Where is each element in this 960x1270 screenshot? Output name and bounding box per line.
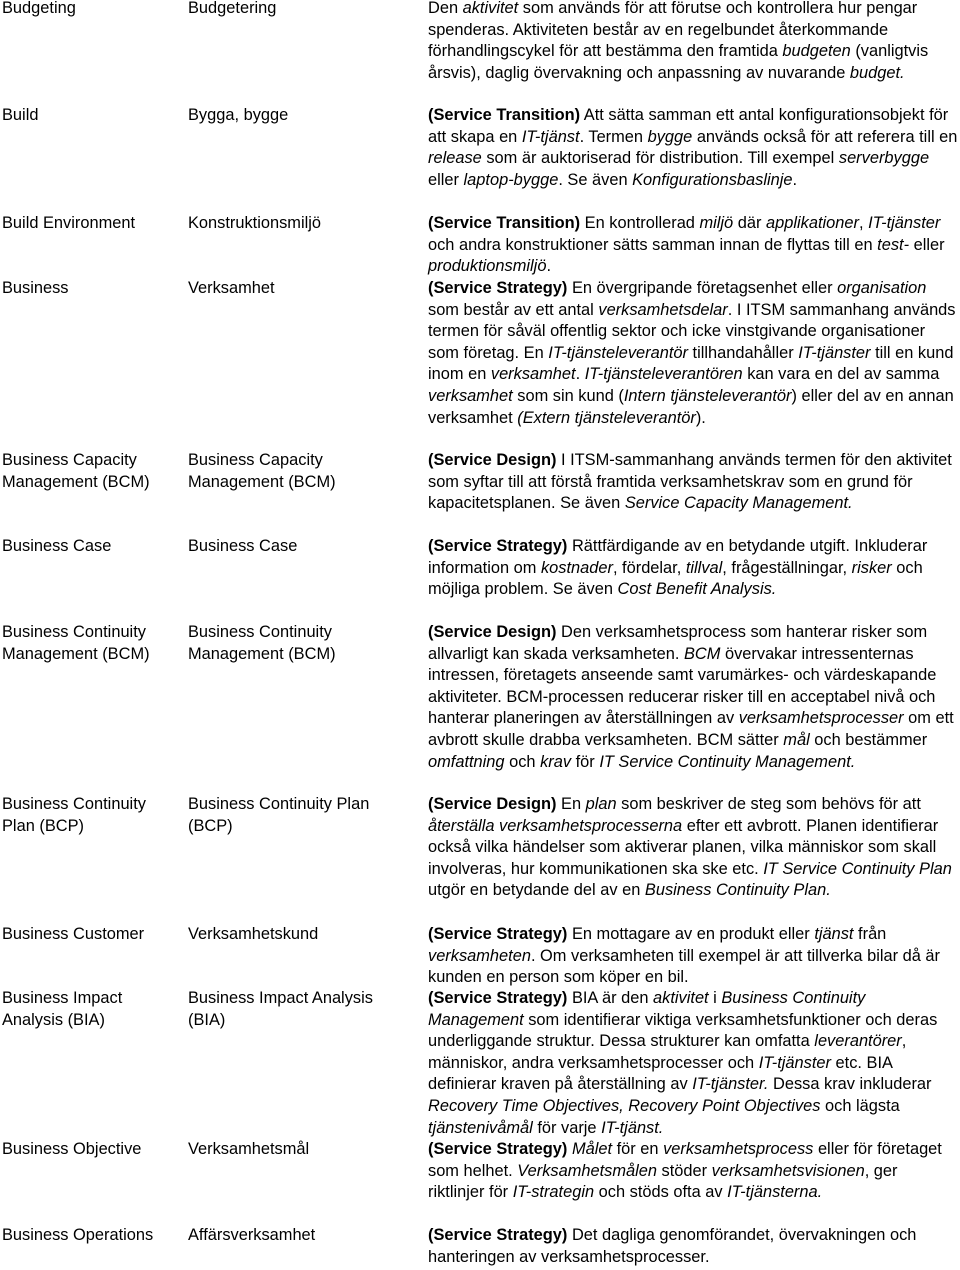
glossary-reference: aktivitet [653, 989, 709, 1007]
definition [428, 794, 958, 902]
definition-text: Rättfärdigande av en betydande utgift. Inkluderar information om [428, 537, 928, 577]
definition-text: och stöds ofta av [594, 1183, 728, 1202]
definition-text: övervakar intressenternas intressen, företagets anseende samt varumärkes- och värdeskapande aktiviteter. BCM-processen reducerar risker till en acceptabel nivå och hanterar planeringen av återställningen av [428, 644, 937, 728]
process-area-label: (Service Transition) [428, 106, 581, 124]
definition-text: tillhandahåller [687, 343, 799, 362]
definition [428, 278, 958, 429]
translation: Bygga, bygge [188, 106, 289, 124]
definition-text: . [575, 365, 585, 384]
definition-text: i [708, 989, 722, 1007]
definition-text: som är auktoriserad för distribution. Till exempel [481, 149, 839, 168]
glossary-reference: krav [540, 752, 572, 771]
glossary-reference: serverbygge [838, 149, 930, 168]
glossary-reference: laptop-bygge [463, 170, 559, 189]
glossary-reference: (Extern tjänsteleverantör [517, 408, 696, 427]
glossary-reference: Intern tjänsteleverantör [623, 386, 792, 405]
glossary-reference: IT-tjänsteleverantören [584, 365, 743, 384]
definition-text: till en kund inom en [428, 343, 954, 384]
glossary-reference: leverantörer [814, 1032, 902, 1051]
glossary-reference: risker [851, 558, 892, 577]
definition-text: , [858, 214, 869, 232]
definition [428, 0, 958, 84]
glossary-reference: IT-tjänst. [601, 1118, 664, 1137]
definition-text: ). [695, 408, 706, 427]
process-area-label: (Service Design) [428, 623, 557, 641]
definition-text: . I ITSM sammanhang används termen för såväl offentlig sektor och icke vinstgivande organisationer som företag. En [428, 300, 956, 362]
definition-text: Att sätta samman ett antal konfigurationsobjekt för att skapa en [428, 106, 949, 146]
definition-text: I ITSM-sammanhang används termen för den aktivitet som syftar till att förstå framtida verksamhetskrav som en grund för kapacitetsplanen. Se även [428, 451, 952, 513]
glossary-reference: IT-tjänsteleverantör [548, 343, 688, 362]
process-area-label: (Service Strategy) [428, 279, 568, 297]
glossary-reference: IT-tjänsterna. [727, 1183, 823, 1202]
term: Budgeting [2, 0, 76, 17]
translation: Business Case [188, 537, 298, 555]
glossary-reference: verksamhetsprocess [663, 1140, 814, 1158]
definition-text: , ger riktlinjer för [428, 1161, 898, 1202]
translation: Verksamhet [188, 279, 275, 297]
glossary-reference: BCM [684, 644, 721, 663]
definition-text: där [733, 214, 766, 232]
term: Business [2, 279, 69, 297]
definition [428, 924, 958, 989]
definition [428, 213, 958, 278]
glossary-reference: verksamhetsdelar [598, 300, 728, 319]
glossary-reference: applikationer [766, 214, 859, 232]
translation: Business Continuity Management (BCM) [188, 623, 336, 663]
definition-text: och lägsta [820, 1096, 900, 1115]
definition-text: om ett avbrott skulle drabba verksamheten. BCM sätter [428, 709, 954, 749]
translation: Business Impact Analysis (BIA) [188, 989, 373, 1029]
definition-text: och [504, 752, 541, 771]
glossary-reference: aktivitet [462, 0, 519, 17]
glossary-reference: IT-tjänster [758, 1053, 831, 1072]
definition-text: används också för att referera till en [692, 127, 958, 146]
definition-text: Dessa krav inkluderar [768, 1075, 932, 1094]
process-area-label: (Service Strategy) [428, 1226, 568, 1244]
definition [428, 105, 958, 191]
glossary-reference: budget. [849, 63, 905, 82]
translation: Business Capacity Management (BCM) [188, 451, 336, 491]
definition-text: . Se även [558, 170, 633, 189]
glossary-reference: verksamhet [428, 386, 513, 405]
term: Business Operations [2, 1226, 154, 1244]
definition-text: som identifierar viktiga verksamhetsfunktioner och deras underliggande struktur. Dessa strukturer kan omfatta [428, 1010, 938, 1051]
definition-text: . Termen [579, 127, 648, 146]
definition-text: från [853, 925, 887, 943]
definition-text: ) eller del av en annan verksamhet [428, 386, 954, 427]
glossary-reference: verksamhet [490, 365, 576, 384]
glossary-reference: miljö [699, 214, 734, 232]
definition-text: etc. BIA definierar kraven på återställning av [428, 1053, 893, 1094]
definition [428, 988, 958, 1139]
term: Business Capacity Management (BCM) [2, 451, 150, 491]
definition-text: för [571, 752, 600, 771]
term: Business Customer [2, 925, 145, 943]
term: Build Environment [2, 214, 136, 232]
term: Business Continuity Management (BCM) [2, 623, 150, 663]
definition-text: som används för att förutse och kontrollera hur pengar spenderas. Aktiviteten består av en regelbundet återkommande förhandlingscykel för att bestämma den framtida [428, 0, 918, 61]
process-area-label: (Service Strategy) [428, 537, 568, 555]
glossary-reference: IT-tjänster [868, 214, 941, 232]
definition [428, 1225, 958, 1268]
definition-text: eller för företaget som helhet. [428, 1140, 942, 1180]
translation: Konstruktionsmiljö [188, 214, 321, 232]
definition-text: Den verksamhetsprocess som hanterar risker som allvarligt kan skada verksamheten. [428, 623, 928, 663]
glossary-reference: IT-tjänster [798, 343, 871, 362]
definition-text: , fördelar, [612, 558, 686, 577]
definition-text: eller [909, 235, 945, 254]
definition-text: . [546, 257, 551, 276]
glossary-reference: tjänstenivåmål [428, 1118, 533, 1137]
definition-text: och möjliga problem. Se även [428, 558, 923, 599]
process-area-label: (Service Design) [428, 795, 557, 813]
definition-text: kan vara en del av samma [742, 365, 940, 384]
translation: Verksamhetskund [188, 925, 319, 943]
process-area-label: (Service Design) [428, 451, 557, 469]
definition-text: för varje [532, 1118, 602, 1137]
glossary-reference: IT-tjänst [521, 127, 580, 146]
glossary-reference: Konfigurationsbaslinje [632, 170, 793, 189]
glossary-reference: produktionsmiljö [428, 257, 547, 276]
glossary-reference: IT Service Continuity Plan [763, 859, 952, 878]
definition-text: för en [612, 1140, 664, 1158]
definition-text: som består av ett antal [428, 300, 599, 319]
process-area-label: (Service Strategy) [428, 925, 568, 943]
definition-text: Den [428, 0, 463, 17]
term: Business Case [2, 537, 112, 555]
glossary-reference: Målet [571, 1140, 613, 1158]
definition [428, 450, 958, 515]
glossary-reference: Service Capacity Management. [624, 494, 853, 513]
translation: Affärsverksamhet [188, 1226, 316, 1244]
process-area-label: (Service Strategy) [428, 1140, 568, 1158]
definition-text: (vanligtvis årsvis), daglig övervakning och anpassning av nuvarande [428, 42, 929, 82]
glossary-reference: mål [783, 730, 810, 749]
term: Build [2, 106, 39, 124]
definition [428, 1139, 958, 1204]
definition-text: som beskriver de steg som behövs för att [616, 795, 921, 813]
glossary-reference: verksamheten [428, 946, 531, 965]
definition-text: Det dagliga genomförandet, övervakningen och hanteringen av verksamhetsprocesser. [428, 1226, 917, 1266]
glossary-reference: IT-tjänster. [692, 1075, 769, 1094]
definition-text: . [792, 170, 798, 189]
glossary-reference: IT-strategin [512, 1183, 595, 1202]
definition-text: som sin kund ( [512, 386, 624, 405]
glossary-reference: bygge [647, 127, 693, 146]
definition-text: . Om verksamheten till exempel är att tillverka bilar då är kunden en person som köper en bil. [428, 946, 940, 987]
term: Business Impact Analysis (BIA) [2, 989, 123, 1029]
definition-text: En mottagare av en produkt eller [567, 925, 815, 943]
glossary-reference: plan [585, 795, 617, 813]
translation: Business Continuity Plan (BCP) [188, 795, 370, 835]
definition-text: och bestämmer [809, 730, 928, 749]
translation: Budgetering [188, 0, 277, 17]
glossary-reference: Cost Benefit Analysis. [617, 580, 777, 599]
definition-text: , frågeställningar, [722, 558, 852, 577]
definition-text: En kontrollerad [580, 214, 700, 232]
glossary-reference: test- [877, 235, 910, 254]
definition [428, 536, 958, 601]
definition-text: En [556, 795, 586, 813]
process-area-label: (Service Strategy) [428, 989, 568, 1007]
term: Business Continuity Plan (BCP) [2, 795, 146, 835]
glossary-reference: Verksamhetsmålen [517, 1161, 657, 1180]
glossary-reference: tjänst [814, 925, 854, 943]
definition-text: utgör en betydande del av en [428, 881, 645, 900]
definition-text: BIA är den [567, 989, 654, 1007]
process-area-label: (Service Transition) [428, 214, 581, 232]
term: Business Objective [2, 1140, 142, 1158]
glossary-reference: återställa verksamhetsprocesserna [428, 816, 683, 835]
glossary-reference: verksamhetsprocesser [738, 709, 904, 728]
definition-text: En övergripande företagsenhet eller [567, 279, 838, 297]
definition-text: efter ett avbrott. Planen identifierar också vilka händelser som aktiverar planen, vilka människor som skall involveras, hur kommunikationen ska ske etc. [428, 816, 939, 878]
glossary-reference: kostnader [540, 558, 613, 577]
glossary-reference: Business Continuity Management [428, 989, 866, 1029]
definition-text: stöder [656, 1161, 712, 1180]
definition-text: och andra konstruktioner sätts samman innan de flyttas till en [428, 235, 878, 254]
glossary-reference: organisation [837, 279, 927, 297]
glossary-reference: tillval [685, 558, 723, 577]
glossary-reference: verksamhetsvisionen [711, 1161, 865, 1180]
glossary-reference: budgeten [782, 42, 851, 61]
definition-text: , människor, andra verksamhetsprocesser och [428, 1032, 907, 1072]
glossary-reference: Business Continuity Plan. [644, 881, 831, 900]
glossary-reference: IT Service Continuity Management. [599, 752, 856, 771]
glossary-reference: release [428, 149, 482, 168]
definition [428, 622, 958, 773]
glossary-reference: omfattning [428, 752, 505, 771]
glossary-reference: Recovery Time Objectives, Recovery Point Objectives [428, 1096, 821, 1115]
definition-text: eller [428, 170, 464, 189]
translation: Verksamhetsmål [188, 1140, 310, 1158]
